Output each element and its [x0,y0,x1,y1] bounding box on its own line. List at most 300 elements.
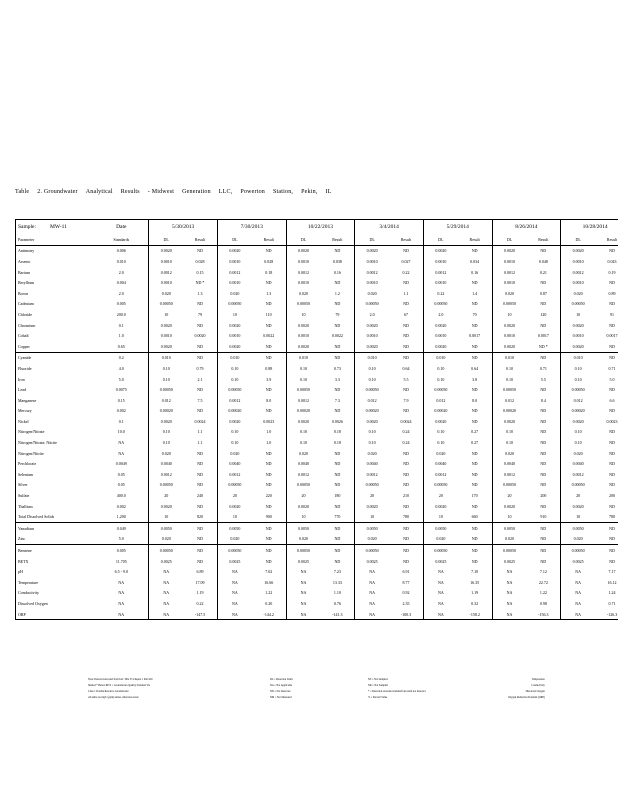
title-word: Generation [182,189,211,195]
dl-value: 0.10 [355,363,389,374]
standard-value: 0.05 [117,482,125,488]
dl-value: 0.012 [423,395,457,406]
result-value: 0.22 [402,269,410,275]
result-value: 1.10 [333,590,341,596]
dl-value: NA [149,577,183,588]
result-value: ND [334,471,341,477]
result-value: 5.5 [540,376,546,382]
result-value: ND [197,503,203,509]
result-value: ND [265,471,272,477]
result-value: ND [540,280,547,286]
dl-value: 0.020 [561,534,595,545]
title-word: Table [15,189,30,195]
result-value: ND [458,545,492,556]
footer-line: * = Detection exceeded standard but result not detected [368,690,426,693]
result-value: ND [609,408,615,414]
result-header: Result [526,234,560,245]
title-word: Pekin, [301,189,318,195]
result-value: ND [540,387,547,393]
table-row [16,545,618,556]
result-value: ND [320,523,354,534]
result-value: 170 [471,493,478,499]
result-value: ND [403,503,409,509]
title-word: 2. Groundwater [37,189,78,195]
result-value: 1.0 [266,440,272,446]
result-value: 180 [334,493,341,499]
result-header: Result [183,234,217,245]
result-value: ND [403,471,409,477]
result-value: 1.2 [334,290,340,296]
result-value: -158.2 [469,611,480,617]
dl-value: 10 [217,511,251,522]
result-value: ND [183,352,217,363]
result-value: ND [334,482,341,488]
dl-header: DL [355,234,389,245]
dl-value: 0.0020 [355,245,389,256]
dl-value: 0.012 [355,395,389,406]
result-value: ND [458,352,492,363]
dl-value: 0.0020 [423,320,457,331]
result-value: ND [609,471,615,477]
table-row [16,245,618,256]
result-value: ND [265,461,272,467]
dl-value: 0.00050 [561,384,595,395]
result-value: 7.02 [265,569,273,575]
parameter-name: Thallium [18,503,33,509]
footer-line: Temperature [531,678,545,681]
table-row [16,523,618,534]
dl-value: 0.0010 [355,256,389,267]
standard-value: 0.002 [116,503,126,509]
result-value: ND [403,450,409,456]
dl-value: 20 [423,490,457,501]
result-value: ND [197,387,203,393]
result-value: 0.19 [608,269,616,275]
dl-value: 0.0020 [286,320,320,331]
parameter-name: Conductivity [18,590,39,596]
result-value: 7.9 [403,397,409,403]
standard-value: 4.0 [118,365,124,371]
dl-value: 0.0020 [492,501,526,512]
result-value: ND [471,248,478,254]
table-row [16,490,618,501]
footer-abbreviations-2 [368,677,426,701]
result-value: 91 [610,311,615,317]
dl-value: 0.0025 [561,556,595,567]
result-value: 17.09 [195,579,205,585]
dl-value: 10 [492,309,526,320]
dl-value: 0.0020 [217,341,251,352]
dl-value: 0.10 [492,363,526,374]
dl-value: 10 [561,511,595,522]
dl-value: 0.0012 [217,469,251,480]
dl-value: 0.0012 [355,469,389,480]
dl-value: 0.0012 [492,267,526,278]
parameter-name: Silver [18,482,28,488]
result-value: 2.35 [402,600,410,606]
result-value: ND [609,440,615,446]
dl-value: 0.0040 [492,458,526,469]
dl-value: 0.0020 [355,341,389,352]
dl-value: NA [492,598,526,609]
dl-value: 0.010 [355,352,389,363]
footer-line: All units are mg/L (ppm) unless otherwise noted. [88,696,139,699]
dl-value: 20 [561,490,595,501]
result-value: 0.71 [608,365,616,371]
result-value: 0.76 [333,600,341,606]
dl-value: 0.10 [423,374,457,385]
dl-value: NA [355,577,389,588]
result-value: 200 [609,493,616,499]
result-value: -126.3 [606,611,618,617]
table-row [16,501,618,512]
column-header-row [16,234,618,245]
table-row [16,406,618,417]
result-value: 0.24 [402,429,410,435]
standard-value: 0.005 [94,545,149,556]
dl-value: 0.0020 [561,320,595,331]
dl-value: 0.0050 [217,523,251,534]
dl-value: 0.0012 [561,267,595,278]
result-value: ND [471,461,478,467]
table-row [16,534,618,545]
result-value: 7.3 [334,397,340,403]
table-row [16,427,618,438]
dl-value: 0.0010 [149,277,183,288]
dl-value: 0.0010 [217,256,251,267]
result-value: ND [320,352,354,363]
dl-header: DL [492,234,526,245]
result-value: ND [540,440,547,446]
dl-value: 0.0010 [286,277,320,288]
dl-value: 0.0020 [149,341,183,352]
result-value: 1.3 [197,290,203,296]
result-value: ND [471,482,478,488]
result-value: ND [609,503,615,509]
result-value: ND [265,248,272,254]
result-value: 0.0024 [194,418,206,424]
dl-value: 0.0020 [561,501,595,512]
result-value: ND [403,301,409,307]
dl-value: 0.10 [149,427,183,438]
dl-value: NA [217,566,251,577]
parameter-name: Chloride [18,311,32,317]
result-value: ND [609,387,615,393]
dl-value: 0.020 [492,448,526,459]
footer-line: % = Percent Value [368,696,388,699]
date-header: 8/26/2014 [492,220,561,235]
dl-value: 0.00020 [561,406,595,417]
dl-value: 0.00020 [286,406,320,417]
dl-value: 0.0010 [423,256,457,267]
dl-value: 0.0012 [286,469,320,480]
result-header: Result [252,234,286,245]
dl-value: 0.0040 [149,458,183,469]
result-value: 0.0017 [606,333,618,339]
table-row [16,469,618,480]
table-row [16,511,618,522]
dl-value: 0.00050 [423,545,457,556]
table-row [16,320,618,331]
result-value: 0.034 [470,258,480,264]
dl-value: 0.00050 [492,480,526,491]
dl-value: 0.10 [561,427,595,438]
dl-value: NA [561,588,595,599]
dl-value: NA [217,598,251,609]
dl-value: 0.0020 [217,416,251,427]
dl-value: 0.00050 [492,299,526,310]
dl-value: 0.020 [217,448,251,459]
result-value: ND [334,280,341,286]
result-value: ND * [195,280,205,286]
parameter-name: Selenium [18,471,34,477]
result-value: ND [540,322,547,328]
parameter-name: Total Dissolved Solids [18,514,55,520]
table-row [16,256,618,267]
result-value: 0.32 [471,600,479,606]
result-value: 1.3 [266,290,272,296]
result-value: ND [526,545,560,556]
result-value: 910 [540,514,547,520]
result-value: 16.12 [607,579,617,585]
results-table-container [15,219,618,672]
result-value: ND [471,408,478,414]
result-value: 13.33 [332,579,342,585]
dl-value: 0.010 [423,352,457,363]
dl-value: 0.0020 [355,416,389,427]
result-value: 8.0 [266,397,272,403]
dl-value: 0.010 [286,352,320,363]
title-word: IL [325,189,332,195]
dl-value: NA [149,588,183,599]
dl-header: DL [217,234,251,245]
result-value: 8.77 [402,579,410,585]
dl-value: 2.0 [355,309,389,320]
table-row [16,480,618,491]
result-header: Result [595,234,618,245]
result-value: ND [197,471,203,477]
result-value: ND [609,558,615,564]
dl-value: 0.020 [355,288,389,299]
result-value: 820 [197,514,204,520]
parameter-name: BETX [18,558,29,564]
dl-value: NA [423,609,457,620]
table-row [16,556,618,567]
result-value: ND [540,482,547,488]
dl-value: NA [286,609,320,620]
parameter-header: Parameter [16,234,95,245]
dl-value: 0.00050 [423,384,457,395]
dl-value: 0.00050 [355,545,389,556]
dl-value: 0.0012 [149,267,183,278]
standard-value: 11.705 [115,558,127,564]
dl-value: 0.10 [149,437,183,448]
dl-value: 0.10 [286,374,320,385]
dl-value: 0.10 [355,437,389,448]
dl-value: 0.0020 [217,245,251,256]
dl-value: 0.0040 [423,458,457,469]
dl-value: 0.010 [217,352,251,363]
dl-value: 0.0040 [286,458,320,469]
result-value: ND [334,343,341,349]
dl-value: NA [423,566,457,577]
result-value: ND [540,248,547,254]
result-value: 110 [265,311,272,317]
result-value: 0.18 [265,269,273,275]
dl-value: 0.10 [217,437,251,448]
standard-value: 1.0 [118,333,124,339]
title-word: Powerton [240,189,266,195]
result-value: 1.4 [472,290,478,296]
standard-value: 0.0049 [115,461,127,467]
standard-value: 0.05 [117,471,125,477]
standard-value: 400.0 [116,493,126,499]
table-row [16,448,618,459]
standard-value: 2.0 [118,269,124,275]
result-value: ND [389,545,423,556]
result-value: ND [471,387,478,393]
result-value: ND [197,536,203,542]
result-value: ND [471,343,478,349]
result-value: ND [197,408,203,414]
result-value: 0.038 [332,258,342,264]
standard-value: 0.004 [116,280,126,286]
dl-value: 0.0010 [492,330,526,341]
dl-value: 0.10 [149,363,183,374]
dl-value: 0.10 [561,374,595,385]
dl-value: 0.0020 [492,245,526,256]
result-value: ND [265,301,272,307]
result-value: ND [540,461,547,467]
result-value: 0.0023 [263,418,275,424]
result-value: 67 [404,311,408,317]
dl-value: 0.0020 [492,416,526,427]
result-value: ND [265,387,272,393]
result-value: ND [197,343,203,349]
dl-value: 0.0020 [492,341,526,352]
dl-value: 0.0050 [492,523,526,534]
dl-value: NA [492,588,526,599]
result-value: ND [403,343,409,349]
dl-value: 0.00050 [149,384,183,395]
dl-value: 0.0012 [355,267,389,278]
result-value: ND [540,408,547,414]
dl-value: 0.010 [149,352,183,363]
result-value: 0.043 [607,258,617,264]
standard-value: NA [118,579,125,585]
dl-value: NA [217,609,251,620]
dl-value: 0.020 [149,534,183,545]
parameter-name: Arsenic [18,258,31,264]
result-value: 0.64 [471,365,479,371]
parameter-name: Perchlorate [18,461,37,467]
footer-line: NM = Not Measured [270,696,292,699]
result-value: 210 [403,493,409,499]
result-value: ND [471,503,478,509]
result-value: 6.91 [402,569,410,575]
result-value: ND [334,558,341,564]
dl-value: 0.0010 [492,256,526,267]
date-header: 10/22/2013 [286,220,355,235]
date-header: 10/28/2014 [561,220,618,235]
result-value: ND [389,523,423,534]
parameter-name: Copper [18,343,30,349]
result-value: 0.0022 [331,333,343,339]
result-value: 0.24 [402,440,410,446]
dl-value: 10 [492,511,526,522]
parameter-name: Zinc [18,536,26,542]
result-value: 1.1 [197,440,203,446]
result-value: 200 [540,493,547,499]
table-row [16,277,618,288]
dl-value: 0.020 [355,448,389,459]
parameter-name: Nitrogen/Nitrate, Nitrite [18,440,57,446]
result-value: 0.20 [265,600,273,606]
standard-value: 0.049 [94,523,149,534]
result-value: 0.0026 [331,418,343,424]
dl-value: 0.00050 [561,480,595,491]
dl-value: 0.00020 [423,406,457,417]
result-value: 8.0 [472,397,478,403]
dl-value: 0.10 [149,374,183,385]
result-value: ND [403,408,409,414]
sample-label: Sample: [18,224,37,230]
table-title [15,189,340,195]
dl-value: 0.0010 [561,277,595,288]
table-row [16,566,618,577]
result-value: 6.6 [609,397,615,403]
dl-value: 0.0050 [355,523,389,534]
result-value: ND * [538,343,548,349]
parameter-name: Antimony [18,248,35,254]
title-word: Station, [273,189,294,195]
standard-value: 2.0 [118,290,124,296]
dl-value: 0.0025 [355,556,389,567]
dl-value: 0.012 [149,395,183,406]
standard-value: 0.005 [116,301,126,307]
dl-value: 0.00050 [286,384,320,395]
result-value: -156.3 [538,611,549,617]
footer-line: Dissolved Oxygen [525,690,545,693]
table-row [16,416,618,427]
result-value: 7.12 [539,569,547,575]
result-value: ND [403,280,409,286]
dl-value: 0.0020 [423,416,457,427]
table-row [16,577,618,588]
result-value: 1.24 [608,590,616,596]
dl-value: 0.0025 [286,556,320,567]
result-value: 770 [334,514,341,520]
result-value: ND [540,418,547,424]
date-header: 5/30/2013 [149,220,218,235]
result-value: ND [334,450,341,456]
dl-value: 0.020 [286,288,320,299]
result-value: ND [609,461,615,467]
title-word: Analytical [85,189,113,195]
dl-value: 0.10 [217,363,251,374]
dl-value: 0.0012 [286,267,320,278]
dl-value: 0.020 [355,534,389,545]
dl-value: NA [217,577,251,588]
result-value: ND [609,482,615,488]
table-row [16,352,618,363]
standard-value: 200.0 [116,311,126,317]
result-value: ND [540,503,547,509]
result-value: ND [471,558,478,564]
dl-value: NA [149,609,183,620]
footer-line: Conductivity [531,684,545,687]
dl-value: 0.012 [492,395,526,406]
